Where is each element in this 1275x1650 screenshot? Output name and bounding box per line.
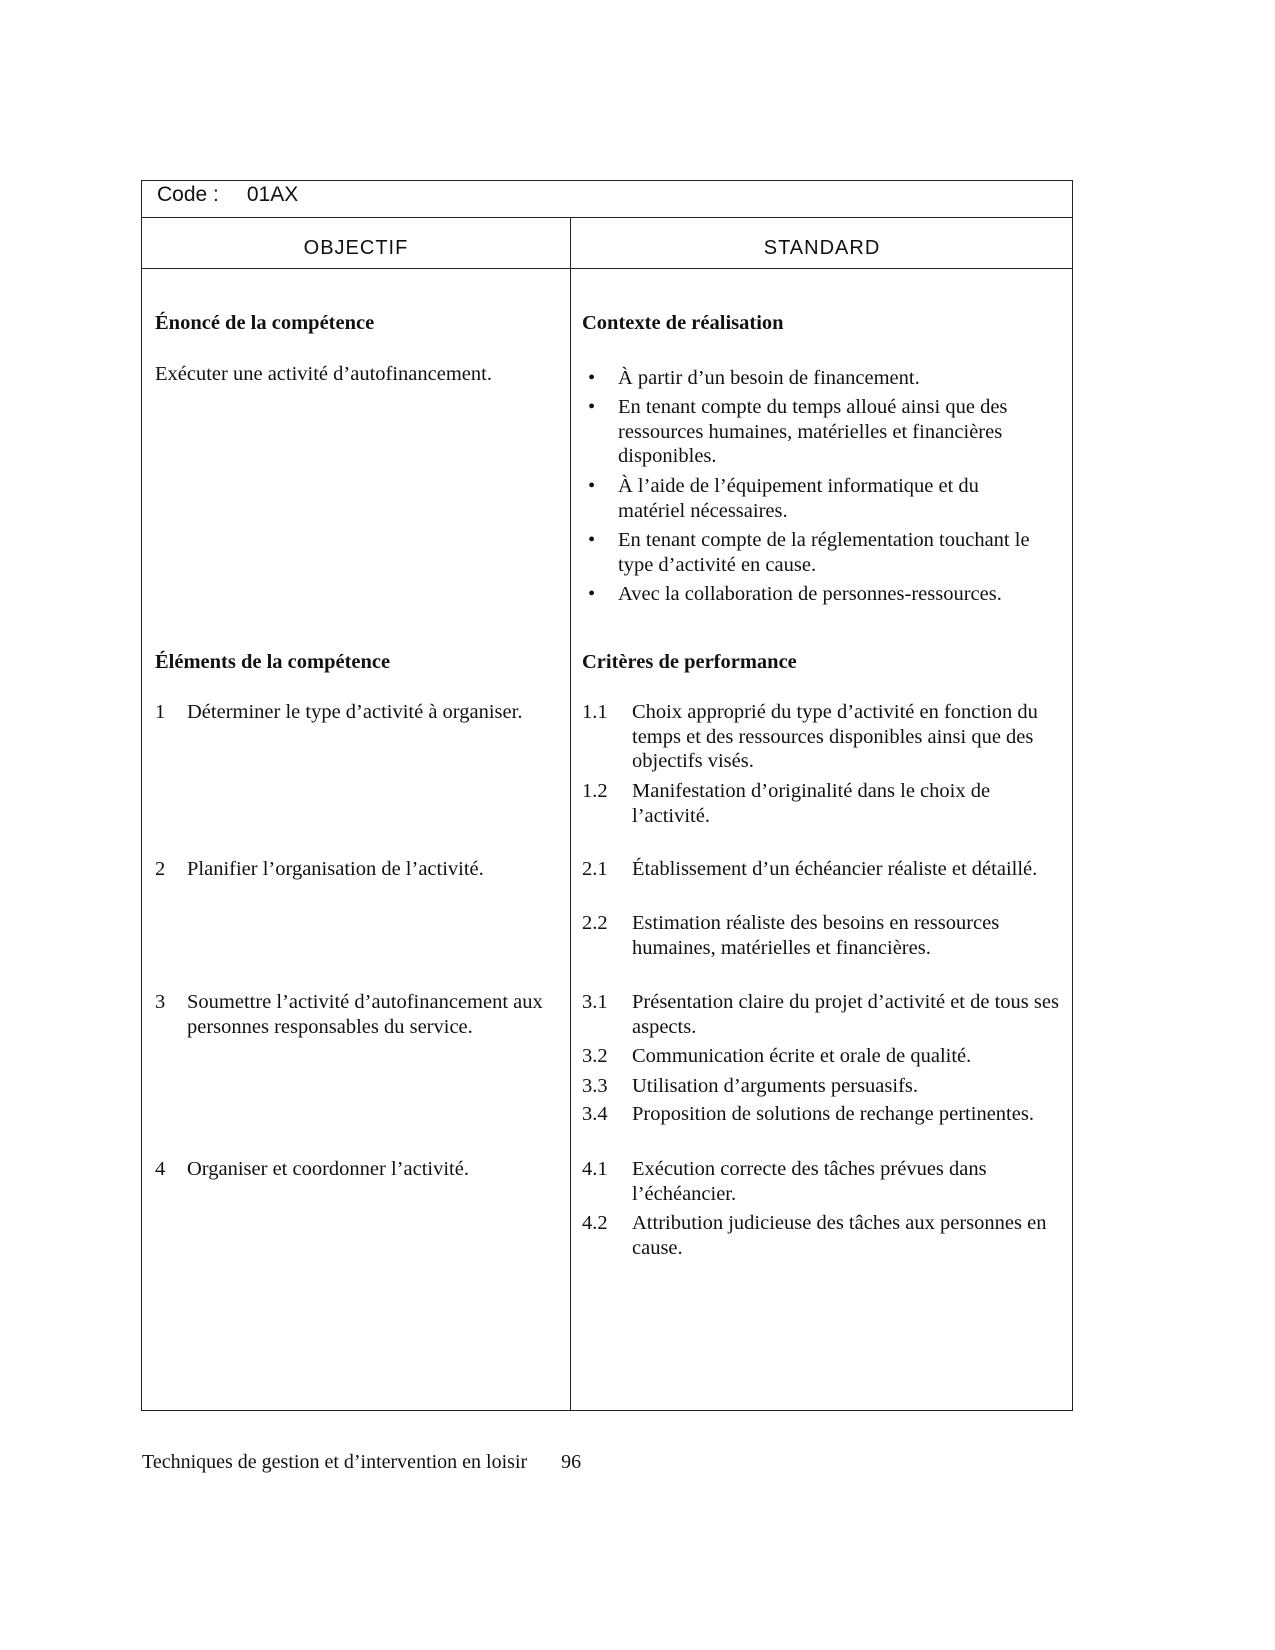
item-text: Estimation réaliste des besoins en ressources humaines, matérielles et financières.: [632, 912, 1000, 959]
context-bullet: [582, 582, 1042, 607]
criterion-item: [582, 1157, 1067, 1206]
item-text: En tenant compte de la réglementation touchant le type d’activité en cause.: [618, 529, 1030, 576]
item-text: Exécution correcte des tâches prévues dans l’échéancier.: [632, 1158, 987, 1205]
element-item: [155, 1157, 555, 1182]
item-text: En tenant compte du temps alloué ainsi que des ressources humaines, matérielles et financières disponibles.: [618, 396, 1008, 467]
item-text: Organiser et coordonner l’activité.: [187, 1158, 469, 1180]
enonce-text: Exécuter une activité d’autofinancement.: [155, 363, 492, 385]
item-number: 3.4: [582, 1103, 608, 1125]
bullet-icon: •: [588, 396, 596, 418]
item-number: 3: [155, 991, 166, 1013]
item-text: Choix approprié du type d’activité en fonction du temps et des ressources disponibles ainsi que des objectifs visés.: [632, 701, 1038, 772]
divider: [142, 217, 1072, 218]
item-text: Soumettre l’activité d’autofinancement aux personnes responsables du service.: [187, 991, 543, 1038]
code-label: Code :: [157, 183, 219, 206]
item-number: 2: [155, 858, 166, 880]
criterion-item: [582, 1074, 1067, 1099]
criterion-item: [582, 1102, 1067, 1127]
bullet-icon: •: [588, 583, 596, 605]
item-number: 1: [155, 701, 166, 723]
item-number: 4: [155, 1158, 166, 1180]
context-bullet: [582, 395, 1042, 469]
bullet-icon: •: [588, 367, 596, 389]
item-text: Présentation claire du projet d’activité et de tous ses aspects.: [632, 991, 1059, 1038]
element-item: [155, 990, 555, 1039]
footer: [142, 1451, 581, 1474]
code-row: [157, 183, 326, 207]
header-objectif: OBJECTIF: [303, 237, 409, 259]
context-bullet: [582, 528, 1042, 577]
item-number: 3.3: [582, 1075, 608, 1097]
item-text: Établissement d’un échéancier réaliste et détaillé.: [632, 858, 1038, 880]
item-number: 4.2: [582, 1212, 608, 1234]
criterion-item: [582, 857, 1067, 882]
item-number: 2.2: [582, 912, 608, 934]
elements-title: Éléments de la compétence: [155, 651, 391, 673]
item-text: Déterminer le type d’activité à organiser.: [187, 701, 523, 723]
item-text: À l’aide de l’équipement informatique et du matériel nécessaires.: [618, 475, 979, 522]
header-standard: STANDARD: [763, 237, 881, 259]
item-number: 4.1: [582, 1158, 608, 1180]
item-text: Proposition de solutions de rechange pertinentes.: [632, 1103, 1034, 1125]
criteres-title: Critères de performance: [582, 651, 797, 673]
context-bullet: [582, 366, 1042, 391]
bullet-icon: •: [588, 529, 596, 551]
enonce-title: Énoncé de la compétence: [155, 312, 375, 334]
element-item: [155, 700, 555, 725]
criterion-item: [582, 779, 1067, 828]
element-item: [155, 857, 555, 882]
item-number: 3.2: [582, 1045, 608, 1067]
criterion-item: [582, 1044, 1067, 1069]
context-bullet: [582, 474, 1042, 523]
item-text: Communication écrite et orale de qualité.: [632, 1045, 972, 1067]
item-text: Attribution judicieuse des tâches aux personnes en cause.: [632, 1212, 1047, 1259]
criterion-item: [582, 700, 1067, 774]
divider: [142, 268, 1072, 269]
code-value: 01AX: [246, 183, 299, 206]
item-text: Planifier l’organisation de l’activité.: [187, 858, 484, 880]
item-number: 3.1: [582, 991, 608, 1013]
footer-title: Techniques de gestion et d’intervention en loisir: [142, 1451, 528, 1473]
item-text: Avec la collaboration de personnes-ressources.: [618, 583, 1002, 605]
column-divider: [570, 217, 571, 1410]
page-number: 96: [561, 1451, 582, 1473]
item-text: Utilisation d’arguments persuasifs.: [632, 1075, 919, 1097]
item-number: 2.1: [582, 858, 608, 880]
criterion-item: [582, 1211, 1067, 1260]
contexte-title: Contexte de réalisation: [582, 312, 784, 334]
item-number: 1.1: [582, 701, 608, 723]
item-number: 1.2: [582, 780, 608, 802]
bullet-icon: •: [588, 475, 596, 497]
criterion-item: [582, 911, 1067, 960]
item-text: À partir d’un besoin de financement.: [618, 367, 920, 389]
item-text: Manifestation d’originalité dans le choix de l’activité.: [632, 780, 991, 827]
criterion-item: [582, 990, 1067, 1039]
